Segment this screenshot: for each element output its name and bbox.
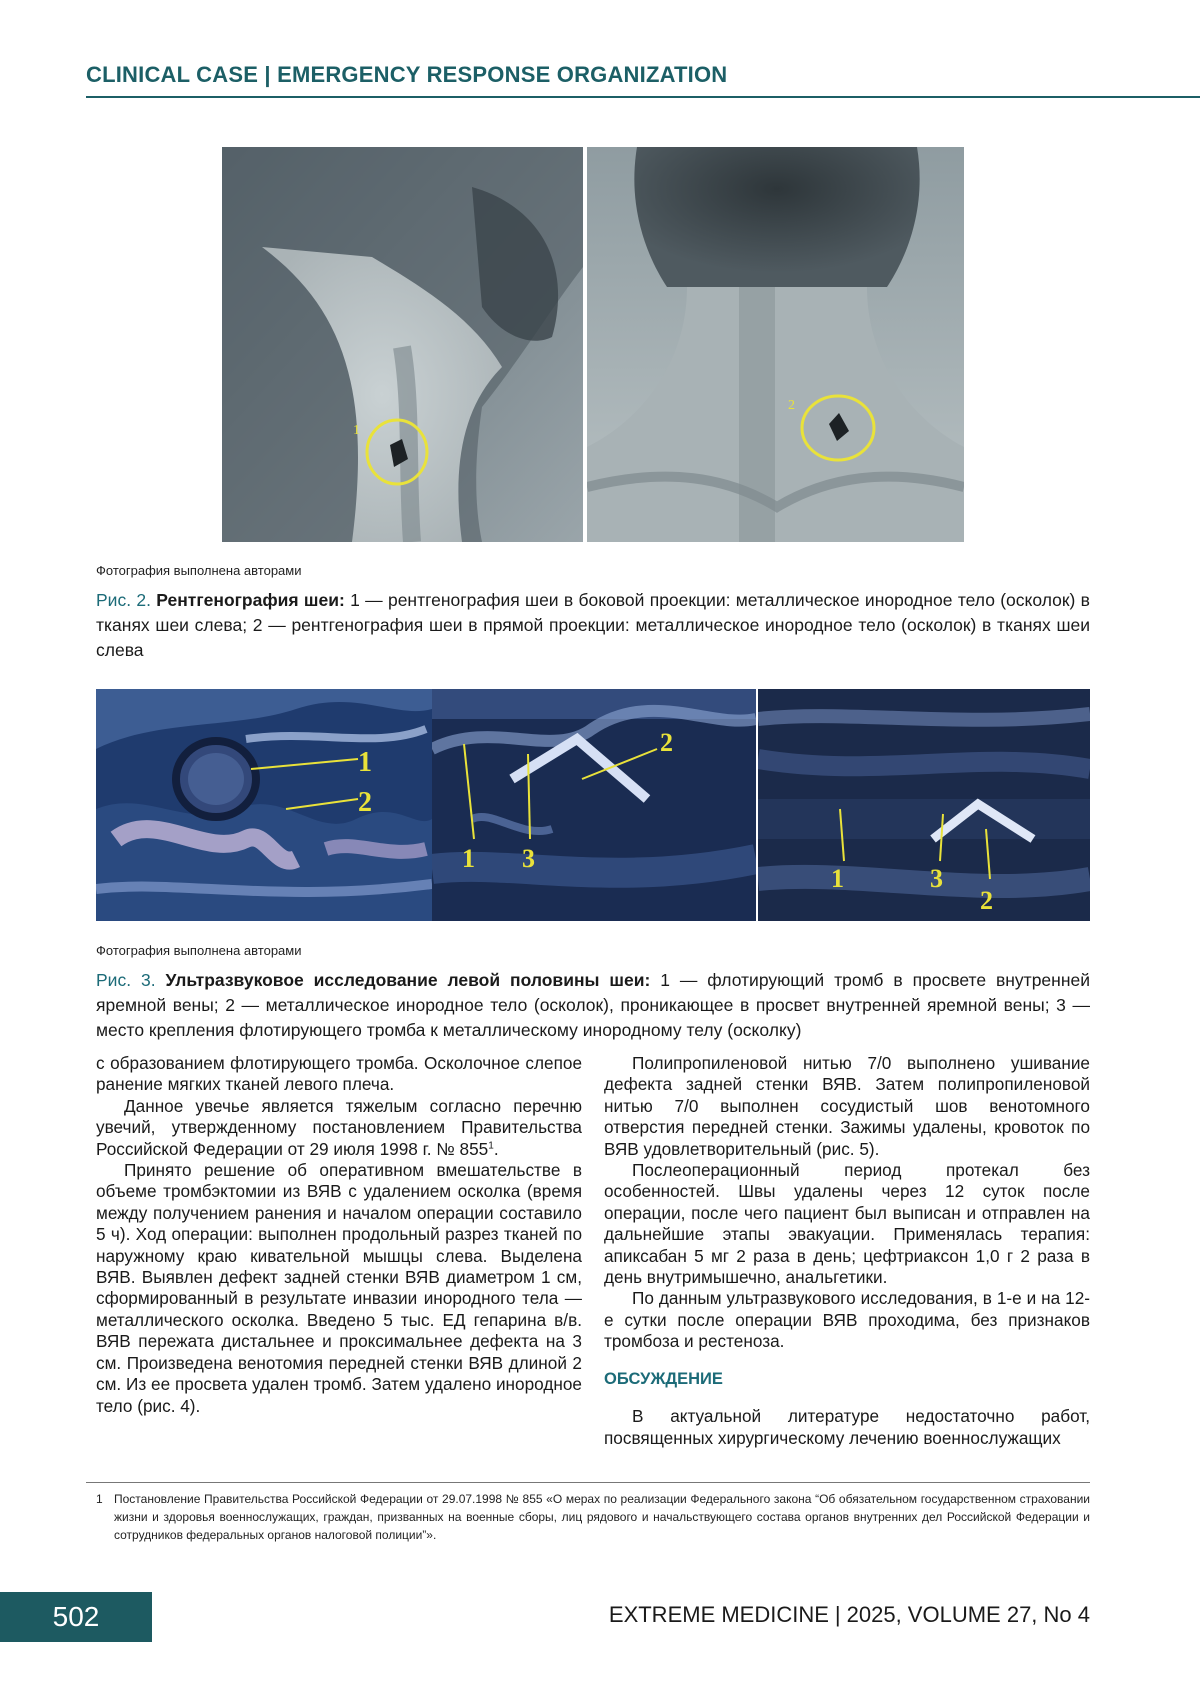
us2-marker-2: 2 — [660, 728, 673, 757]
left-paragraph-2 — [96, 1096, 582, 1160]
figure-2-xray-frontal — [587, 147, 964, 542]
ultrasound-image-3 — [758, 689, 1090, 921]
us1-marker-2: 2 — [358, 787, 372, 818]
footnote-ref[interactable]: 1 — [488, 1139, 494, 1151]
footnote-number: 1 — [96, 1492, 103, 1506]
figure-3-credit: Фотография выполнена авторами — [96, 943, 302, 958]
figure-3-label: Рис. 3. — [96, 970, 156, 990]
marker-1: 1 — [353, 423, 360, 438]
us3-marker-1: 1 — [831, 864, 844, 893]
us2-marker-3: 3 — [522, 844, 535, 873]
footnote-text: Постановление Правительства Российской Федерации от 29.07.1998 № 855 «О мерах по реализации Федерального закона “Об обязательном государственном страховании жизни и здоровья военнослужащих, граждан, призванных на военные сборы, лиц рядового и начальствующего состава органов внутренних дел Российской Федерации и сотрудников федеральных органов налоговой полиции”». — [114, 1492, 1090, 1542]
figure-3-caption — [96, 968, 1090, 1043]
figure-2-title: Рентгенография шеи: — [156, 590, 345, 610]
right-paragraph-3: По данным ультразвукового исследования, в 1-е и на 12-е сутки после операции ВЯВ проходима, без признаков тромбоза и рестеноза. — [604, 1288, 1090, 1352]
xray-lateral-image — [222, 147, 583, 542]
footnote — [96, 1490, 1090, 1544]
left-paragraph-2-text: Данное увечье является тяжелым согласно перечню увечий, утвержденному постановлением Правительства Российской Федерации от 29 июля 1998 г. № 855 — [96, 1095, 582, 1159]
figure-3-title: Ультразвуковое исследование левой половины шеи: — [165, 970, 651, 990]
figure-2-xray-lateral — [222, 147, 583, 542]
body-column-left — [96, 1053, 582, 1417]
us2-marker-1: 1 — [462, 844, 475, 873]
figure-2-caption — [96, 588, 1090, 663]
figure-3-ultrasound-2 — [432, 689, 756, 921]
footnote-divider — [86, 1482, 1090, 1483]
figure-2-label: Рис. 2. — [96, 590, 151, 610]
figure-3-text: 1 — флотирующий тромб в просвете внутренней яремной вены; 2 — металлическое инородное тело (осколок), проникающее в просвет внутренней яремной вены; 3 — место крепления флотирующего тромба к металлическому инородному телу (осколку) — [96, 970, 1090, 1040]
journal-separator: | — [834, 1602, 841, 1627]
left-paragraph-3: Принято решение об оперативном вмешательстве в объеме тромбэктомии из ВЯВ с удалением осколка (время между получением ранения и началом операции составило 5 ч). Ход операции: выполнен продольный разрез тканей по наружному краю кивательной мышцы слева. Выделена ВЯВ. Выявлен дефект задней стенки ВЯВ диаметром 1 см, сформированный в результате инвазии инородного тела — металлического осколка. Введено 5 тыс. ЕД гепарина в/в. ВЯВ пережата дистальнее и проксимальнее дефекта на 3 см. Произведена венотомия передней стенки ВЯВ длиной 2 см. Из ее просвета удален тромб. Затем удалено инородное тело (рис. 4). — [96, 1160, 582, 1416]
us3-marker-2: 2 — [980, 886, 993, 915]
body-column-right — [604, 1053, 1090, 1449]
running-header: CLINICAL CASE | EMERGENCY RESPONSE ORGANIZATION — [86, 62, 728, 87]
journal-footer — [609, 1602, 1090, 1628]
section-heading-discussion: ОБСУЖДЕНИЕ — [604, 1369, 723, 1388]
left-paragraph-1: с образованием флотирующего тромба. Осколочное слепое ранение мягких тканей левого плеча. — [96, 1053, 582, 1095]
journal-name: EXTREME MEDICINE — [608, 1602, 829, 1627]
us3-marker-3: 3 — [930, 864, 943, 893]
marker-2: 2 — [788, 398, 795, 413]
ultrasound-image-2 — [432, 689, 756, 921]
right-paragraph-2: Послеоперационный период протекал без особенностей. Швы удалены через 12 суток после операции, после чего пациент был выписан и отправлен на дальнейшие этапы эвакуации. Применялась терапия: апиксабан 5 мг 2 раза в день; цефтриаксон 1,0 г 2 раза в день внутримышечно, анальгетики. — [604, 1160, 1090, 1288]
page-number: 502 — [0, 1592, 152, 1642]
figure-2-credit: Фотография выполнена авторами — [96, 563, 302, 578]
us1-marker-1: 1 — [358, 747, 372, 778]
xray-frontal-image — [587, 147, 964, 542]
ultrasound-image-1 — [96, 689, 432, 921]
right-paragraph-4: В актуальной литературе недостаточно работ, посвященных хирургическому лечению военнослужащих — [604, 1406, 1090, 1448]
figure-3-ultrasound-1 — [96, 689, 432, 921]
figure-2-text: 1 — рентгенография шеи в боковой проекции: металлическое инородное тело (осколок) в тканях шеи слева; 2 — рентгенография шеи в прямой проекции: металлическое инородное тело (осколок) в тканях шеи слева — [96, 590, 1090, 660]
left-paragraph-2-end: . — [493, 1138, 499, 1159]
figure-3-ultrasound-3 — [758, 689, 1090, 921]
right-paragraph-1: Полипропиленовой нитью 7/0 выполнено ушивание дефекта задней стенки ВЯВ. Затем полипропиленовой нитью 7/0 выполнен сосудистый шов венотомного отверстия передней стенки. Зажимы удалены, кровоток по ВЯВ удовлетворительный (рис. 5). — [604, 1053, 1090, 1159]
journal-issue: 2025, VOLUME 27, No 4 — [846, 1602, 1090, 1627]
header-divider — [86, 96, 1200, 98]
